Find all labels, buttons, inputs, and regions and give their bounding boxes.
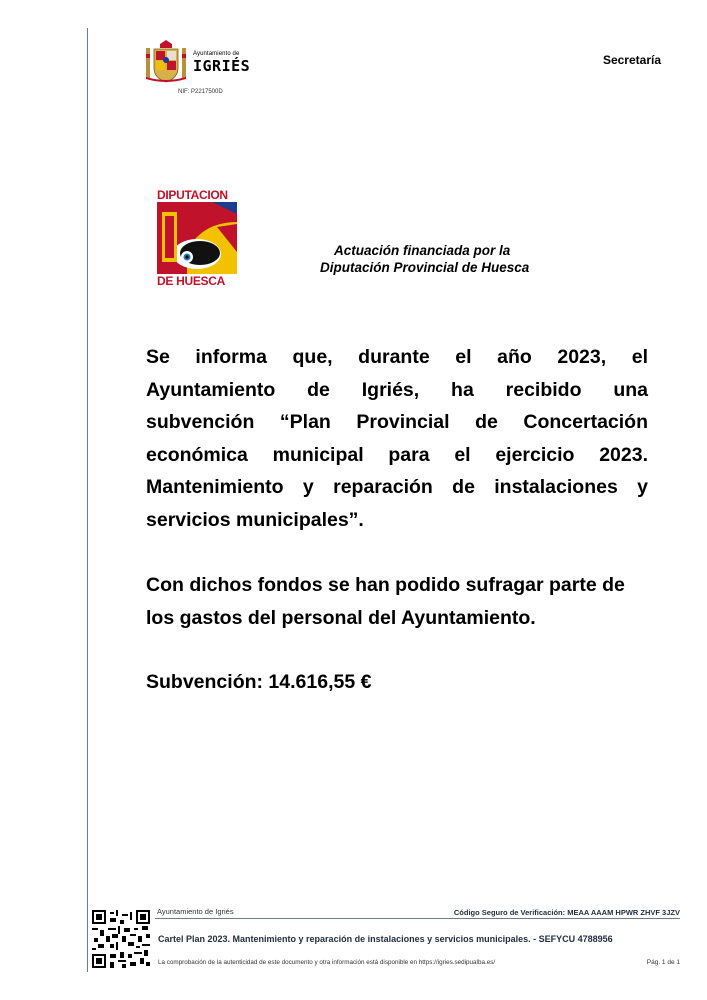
- paragraph-line: subvención “Plan Provincial de Concertación: [146, 411, 648, 433]
- org-name: IGRIÉS: [193, 57, 251, 75]
- coat-of-arms-icon: [146, 40, 186, 84]
- paragraph-announcement: [146, 341, 648, 536]
- footer-document-title: Cartel Plan 2023. Mantenimiento y reparación de instalaciones y servicios municipales. - SEFYCU 4788956: [158, 934, 613, 944]
- header-organization: [193, 51, 250, 74]
- org-small-label: Ayuntamiento de: [193, 51, 240, 57]
- paragraph-line: Mantenimiento y reparación de instalaciones y: [146, 476, 648, 498]
- financing-line-1: Actuación financiada por la: [334, 243, 511, 258]
- subsidy-amount: Subvención: 14.616,55 €: [146, 671, 372, 693]
- paragraph-line: los gastos del personal del Ayuntamiento.: [146, 606, 536, 629]
- nif-label: NIF: P2217500D: [178, 89, 223, 95]
- paragraph-line: Se informa que, durante el año 2023, el: [146, 346, 648, 368]
- logo-title-bottom: DE HUESCA: [157, 274, 225, 288]
- paragraph-funds: [146, 569, 648, 634]
- section-label: Secretaría: [602, 53, 661, 67]
- footer-rule: [155, 918, 680, 919]
- left-margin-rule: [87, 28, 88, 972]
- diputacion-logo-icon: [157, 202, 237, 274]
- paragraph-line: servicios municipales”.: [146, 508, 364, 531]
- verification-code: Código Seguro de Verificación: MEAA AAAM HPWR ZHVF 3JZV: [453, 908, 680, 917]
- paragraph-line: económica municipal para el ejercicio 2023.: [146, 443, 648, 466]
- financing-line-2: Diputación Provincial de Huesca: [320, 259, 530, 275]
- paragraph-line: Ayuntamiento de Igriés, ha recibido una: [146, 378, 648, 401]
- financing-notice: [320, 243, 529, 277]
- authenticity-note: La comprobación de la autenticidad de este documento y otra información está disponible en https://igries.sedipualba.es/: [158, 959, 496, 966]
- page-number: Pág. 1 de 1: [646, 959, 680, 966]
- footer-organization: Ayuntamiento de Igriés: [157, 907, 234, 916]
- paragraph-line: Con dichos fondos se han podido sufragar parte de: [146, 574, 625, 596]
- logo-title-top: DIPUTACION: [157, 188, 228, 202]
- qr-code-icon: [92, 910, 150, 968]
